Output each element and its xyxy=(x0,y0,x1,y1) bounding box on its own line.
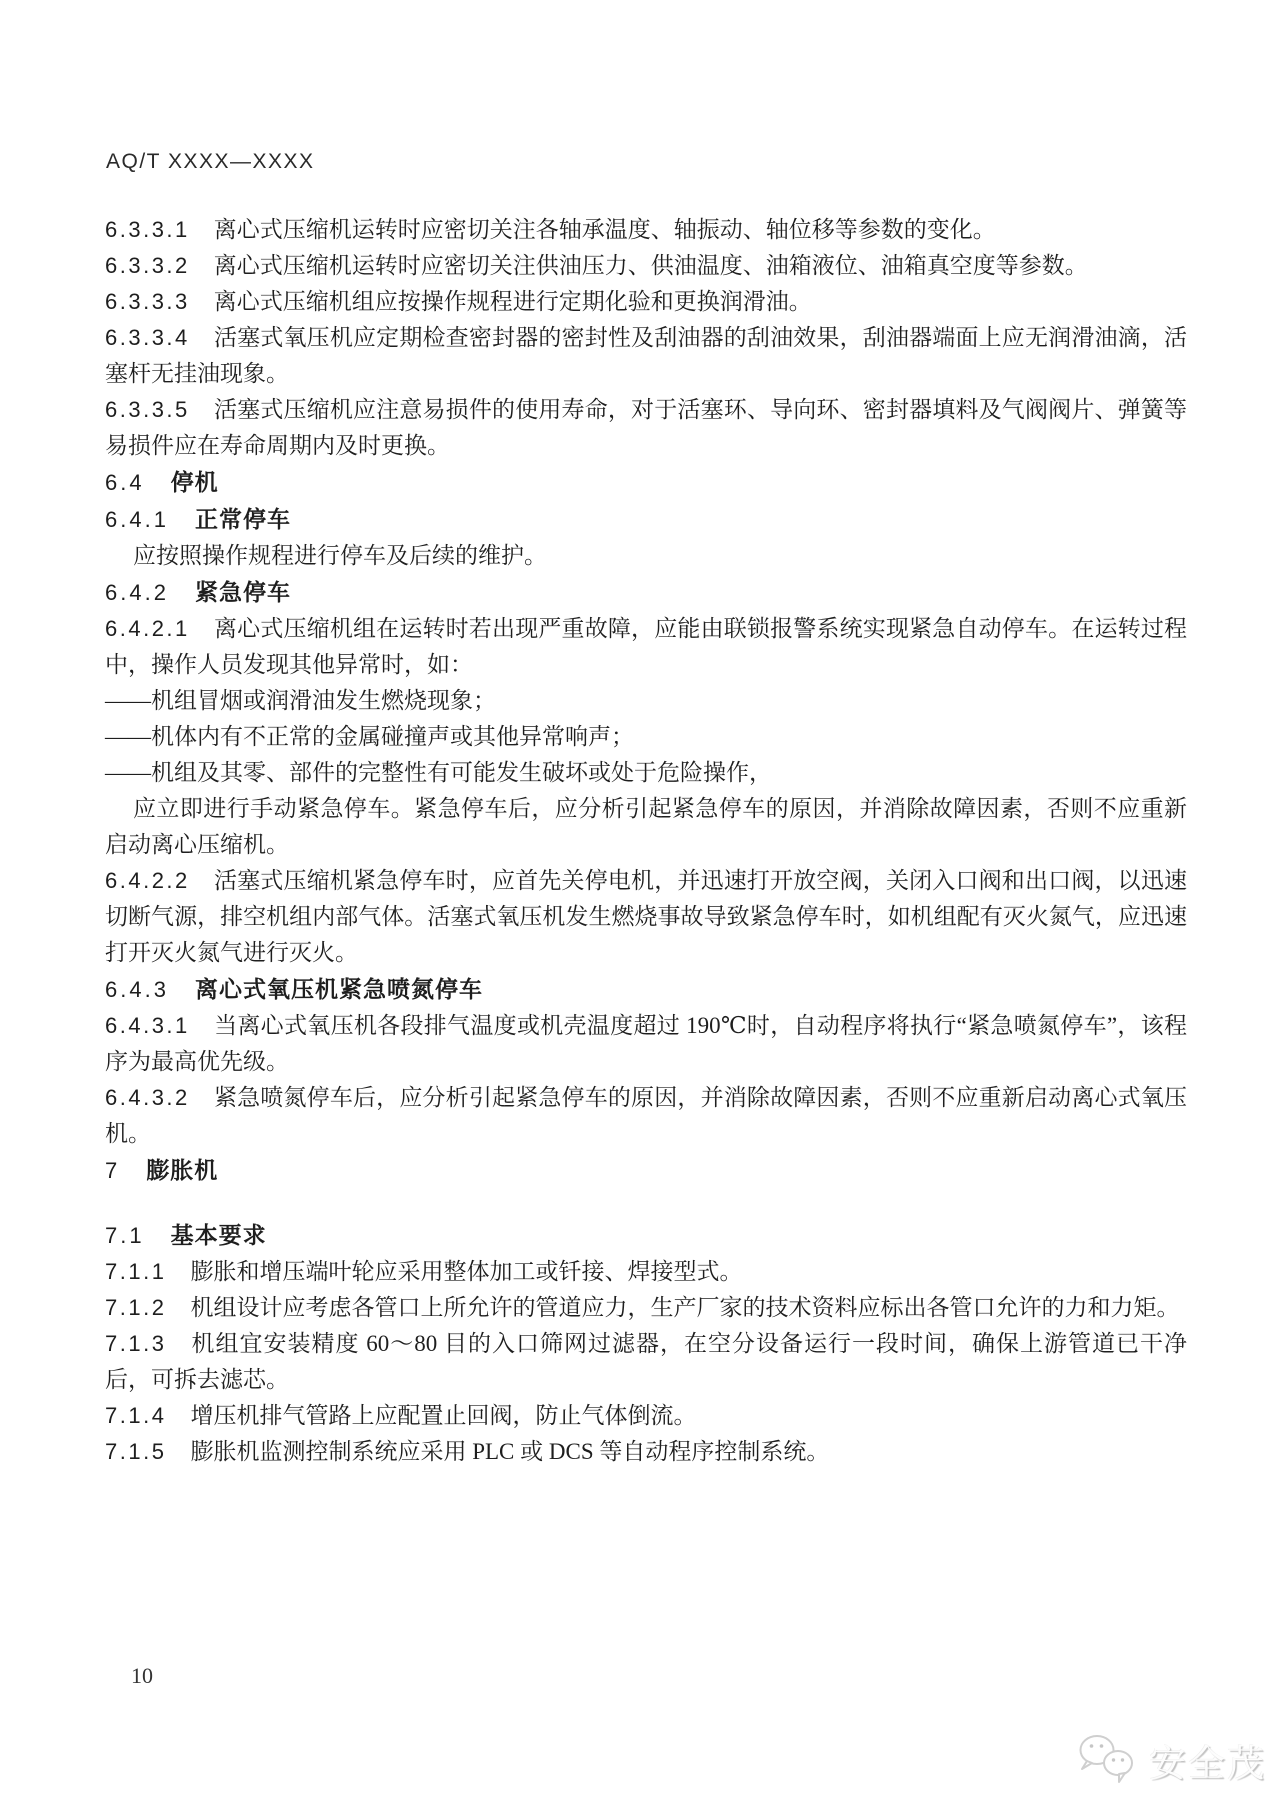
section-heading-64 xyxy=(105,464,1187,501)
clause-number: 7.1.4 xyxy=(105,1403,167,1428)
heading-title: 基本要求 xyxy=(170,1222,267,1248)
paragraph: 应立即进行手动紧急停车。紧急停车后，应分析引起紧急停车的原因，并消除故障因素，否则不应重新启动离心压缩机。 xyxy=(105,796,1187,857)
clause-number: 6.3.3.4 xyxy=(105,325,190,350)
clause-711 xyxy=(105,1254,1187,1290)
clause-number: 7.1.1 xyxy=(105,1259,167,1284)
clause-number: 6.3.3.1 xyxy=(105,217,190,242)
clause-text: 机组宜安装精度 60～80 目的入口筛网过滤器，在空分设备运行一段时间，确保上游管道已干净后，可拆去滤芯。 xyxy=(105,1331,1187,1392)
clause-text: 离心式压缩机组在运转时若出现严重故障，应能由联锁报警系统实现紧急自动停车。在运转过程中，操作人员发现其他异常时，如： xyxy=(105,616,1187,677)
clause-number: 6.4.3.2 xyxy=(105,1085,190,1110)
section-heading-643 xyxy=(105,971,1187,1008)
heading-title: 停机 xyxy=(170,469,219,495)
clause-number: 7.1.5 xyxy=(105,1439,167,1464)
heading-number: 6.4.3 xyxy=(105,977,169,1002)
clause-6432 xyxy=(105,1080,1187,1152)
clause-text: 活塞式压缩机应注意易损件的使用寿命，对于活塞环、导向环、密封器填料及气阀阀片、弹簧等易损件应在寿命周期内及时更换。 xyxy=(105,397,1187,458)
clause-6332 xyxy=(105,248,1187,284)
clause-6333 xyxy=(105,284,1187,320)
clause-text: 离心式压缩机运转时应密切关注各轴承温度、轴振动、轴位移等参数的变化。 xyxy=(213,217,996,242)
clause-text: 膨胀机监测控制系统应采用 PLC 或 DCS 等自动程序控制系统。 xyxy=(190,1439,830,1464)
clause-713 xyxy=(105,1326,1187,1398)
clause-text: 增压机排气管路上应配置止回阀，防止气体倒流。 xyxy=(190,1403,697,1428)
clause-number: 7.1.2 xyxy=(105,1295,167,1320)
clause-6431 xyxy=(105,1008,1187,1080)
page-number: 10 xyxy=(131,1663,153,1688)
section-heading-642 xyxy=(105,574,1187,611)
standard-number-header: AQ/T XXXX—XXXX xyxy=(106,150,315,173)
document-body xyxy=(105,212,1187,1470)
clause-text: 膨胀和增压端叶轮应采用整体加工或钎接、焊接型式。 xyxy=(190,1259,743,1284)
heading-number: 6.4.1 xyxy=(105,507,169,532)
clause-6421 xyxy=(105,611,1187,683)
clause-text: 当离心式氧压机各段排气温度或机壳温度超过 190℃时，自动程序将执行“紧急喷氮停车”，该程序为最高优先级。 xyxy=(105,1013,1187,1074)
heading-number: 6.4.2 xyxy=(105,580,169,605)
clause-text: 活塞式氧压机应定期检查密封器的密封性及刮油器的刮油效果，刮油器端面上应无润滑油滴，活塞杆无挂油现象。 xyxy=(105,325,1187,386)
clause-text: 机组设计应考虑各管口上所允许的管道应力，生产厂家的技术资料应标出各管口允许的力和力矩。 xyxy=(190,1295,1180,1320)
section-heading-641 xyxy=(105,501,1187,538)
clause-number: 6.3.3.2 xyxy=(105,253,190,278)
clause-715 xyxy=(105,1434,1187,1470)
clause-text: 活塞式压缩机紧急停车时，应首先关停电机，并迅速打开放空阀，关闭入口阀和出口阀，以迅速切断气源，排空机组内部气体。活塞式氧压机发生燃烧事故导致紧急停车时，如机组配有灭火氮气，应迅速打开灭火氮气进行灭火。 xyxy=(105,868,1187,965)
watermark-label: 安全茂 xyxy=(1149,1743,1266,1784)
clause-6422 xyxy=(105,863,1187,971)
heading-number: 7.1 xyxy=(105,1223,145,1248)
heading-number: 6.4 xyxy=(105,470,145,495)
heading-title: 正常停车 xyxy=(194,506,291,532)
clause-number: 6.4.2.2 xyxy=(105,868,190,893)
heading-number: 7 xyxy=(105,1158,121,1183)
dash-list-item: ——机组冒烟或润滑油发生燃烧现象； xyxy=(105,688,496,713)
clause-number: 6.3.3.5 xyxy=(105,397,190,422)
wechat-icon xyxy=(1075,1732,1139,1788)
paragraph: 应按照操作规程进行停车及后续的维护。 xyxy=(133,543,547,568)
clause-text: 离心式压缩机组应按操作规程进行定期化验和更换润滑油。 xyxy=(213,289,812,314)
heading-title: 离心式氧压机紧急喷氮停车 xyxy=(194,976,483,1002)
clause-number: 6.4.2.1 xyxy=(105,616,190,641)
heading-title: 紧急停车 xyxy=(194,579,291,605)
clause-number: 7.1.3 xyxy=(105,1331,167,1356)
clause-6335 xyxy=(105,392,1187,464)
clause-text: 离心式压缩机运转时应密切关注供油压力、供油温度、油箱液位、油箱真空度等参数。 xyxy=(213,253,1088,278)
dash-list-item: ——机体内有不正常的金属碰撞声或其他异常响声； xyxy=(105,724,634,749)
chapter-heading-7 xyxy=(105,1152,1187,1189)
section-heading-71 xyxy=(105,1217,1187,1254)
clause-6331 xyxy=(105,212,1187,248)
heading-title: 膨胀机 xyxy=(146,1157,219,1183)
clause-714 xyxy=(105,1398,1187,1434)
clause-text: 紧急喷氮停车后，应分析引起紧急停车的原因，并消除故障因素，否则不应重新启动离心式氧压机。 xyxy=(105,1085,1187,1146)
clause-712 xyxy=(105,1290,1187,1326)
clause-6334 xyxy=(105,320,1187,392)
watermark xyxy=(1075,1732,1266,1788)
clause-number: 6.3.3.3 xyxy=(105,289,190,314)
clause-number: 6.4.3.1 xyxy=(105,1013,190,1038)
dash-list-item: ——机组及其零、部件的完整性有可能发生破坏或处于危险操作， xyxy=(105,760,772,785)
